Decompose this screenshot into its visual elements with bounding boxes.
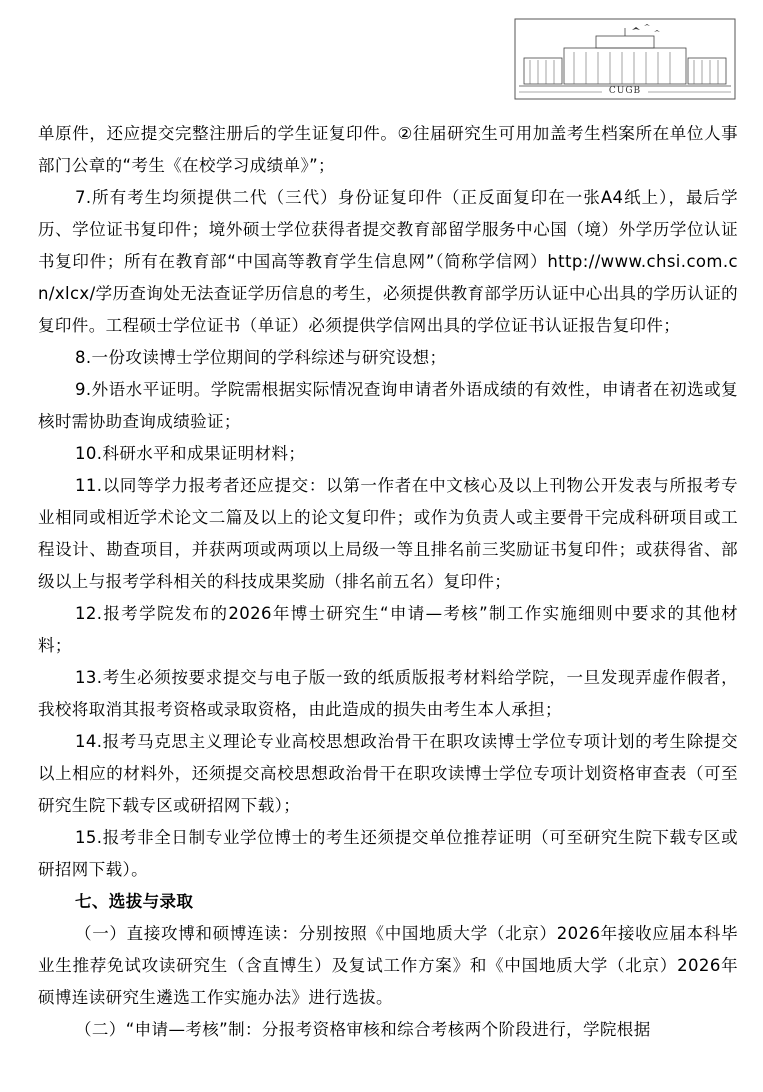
paragraph-item-14: 14.报考马克思主义理论专业高校思想政治骨干在职攻读博士学位专项计划的考生除提交以上相应的材料外，还须提交高校思想政治骨干在职攻读博士学位专项计划资格审查表（可至研究生院下载专区或研招网下载）； bbox=[38, 732, 738, 815]
paragraph-item-7: 7.所有考生均须提供二代（三代）身份证复印件（正反面复印在一张A4纸上），最后学历、学位证书复印件；境外硕士学位获得者提交教育部留学服务中心国（境）外学历学位认证书复印件；所有在教育部“中国高等教育学生信息网”（简称学信网）http://www.chsi.com.cn/xlcx/学历查询处无法查证学历信息的考生，必须提供教育部学历认证中心出具的学历认证的复印件。工程硕士学位证书（单证）必须提供学信网出具的学位证书认证报告复印件； bbox=[38, 188, 738, 335]
paragraph-continuation: 单原件，还应提交完整注册后的学生证复印件。②往届研究生可用加盖考生档案所在单位人事部门公章的“考生《在校学习成绩单》”； bbox=[38, 124, 738, 175]
paragraph-item-12: 12.报考学院发布的2026年博士研究生“申请—考核”制工作实施细则中要求的其他材料； bbox=[38, 604, 738, 655]
section-paragraph-1: （一）直接攻博和硕博连读：分别按照《中国地质大学（北京）2026年接收应届本科毕业生推荐免试攻读研究生（含直博生）及复试工作方案》和《中国地质大学（北京）2026年硕博连读研究生遴选工作实施办法》进行选拔。 bbox=[38, 924, 738, 1007]
paragraph-item-9: 9.外语水平证明。学院需根据实际情况查询申请者外语成绩的有效性，申请者在初选或复核时需协助查询成绩验证； bbox=[38, 380, 738, 431]
paragraph-item-8: 8.一份攻读博士学位期间的学科综述与研究设想； bbox=[75, 348, 447, 367]
paragraph-item-15: 15.报考非全日制专业学位博士的考生还须提交单位推荐证明（可至研究生院下载专区或研招网下载）。 bbox=[38, 828, 738, 879]
document-body bbox=[38, 118, 738, 1046]
section-heading: 七、选拔与录取 bbox=[75, 892, 194, 911]
section-paragraph-2: （二）“申请—考核”制：分报考资格审核和综合考核两个阶段进行，学院根据 bbox=[75, 1020, 651, 1039]
university-logo bbox=[514, 18, 736, 100]
paragraph-item-13: 13.考生必须按要求提交与电子版一致的纸质版报考材料给学院，一旦发现弄虚作假者，我校将取消其报考资格或录取资格，由此造成的损失由考生本人承担； bbox=[38, 668, 738, 719]
paragraph-item-11: 11.以同等学力报考者还应提交：以第一作者在中文核心及以上刊物公开发表与所报考专业相同或相近学术论文二篇及以上的论文复印件；或作为负责人或主要骨干完成科研项目或工程设计、勘查项目，并获两项或两项以上局级一等且排名前三奖励证书复印件；或获得省、部级以上与报考学科相关的科技成果奖励（排名前五名）复印件； bbox=[38, 476, 738, 591]
logo-text: CUGB bbox=[608, 86, 642, 96]
paragraph-item-10: 10.科研水平和成果证明材料； bbox=[75, 444, 306, 463]
